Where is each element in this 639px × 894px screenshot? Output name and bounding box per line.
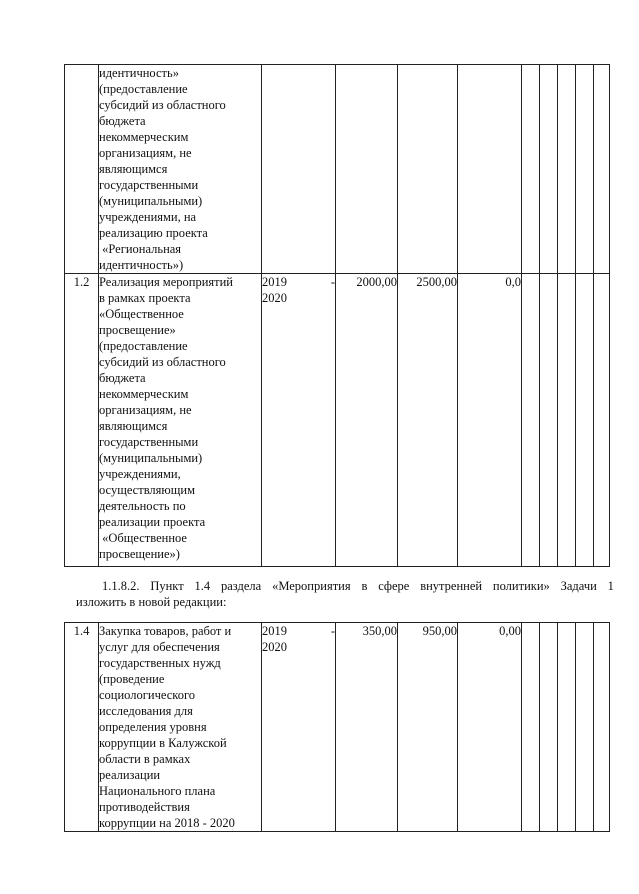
description-line: (муниципальными) [99, 451, 203, 465]
description-line: (проведение [99, 672, 165, 686]
description-line: реализацию проекта [99, 226, 208, 240]
amount-3: 0,0 [458, 274, 522, 567]
paragraph-word: внутренней [420, 579, 483, 593]
period-dash: - [330, 275, 335, 289]
description-line: (предоставление [99, 339, 188, 353]
table-row [65, 274, 610, 567]
paragraph-line-2: изложить в новой редакции: [76, 595, 227, 609]
description-line: государственными [99, 435, 199, 449]
description-line: идентичность») [99, 258, 184, 272]
amount-1 [336, 65, 398, 274]
amount-3: 0,00 [458, 623, 522, 832]
description-line: организациям, не [99, 403, 192, 417]
empty-cell [540, 623, 558, 832]
empty-cell [594, 623, 610, 832]
description-line: в рамках проекта [99, 291, 191, 305]
period-cell [262, 623, 336, 832]
amount-2 [398, 65, 458, 274]
paragraph-word: «Мероприятия [272, 579, 351, 593]
description-line: Национального плана [99, 784, 216, 798]
row-number [65, 65, 99, 274]
empty-cell [522, 274, 540, 567]
description-line: Закупка товаров, работ и [99, 624, 232, 638]
description-line: коррупции в Калужской [99, 736, 227, 750]
description-line: противодействия [99, 800, 190, 814]
paragraph-line-1 [76, 578, 614, 594]
description-line: услуг для обеспечения [99, 640, 220, 654]
period-start: 2019 [262, 624, 287, 638]
amendment-paragraph [76, 578, 614, 610]
empty-cell [522, 65, 540, 274]
empty-cell [558, 65, 576, 274]
paragraph-word: 1 [607, 579, 614, 593]
amount-1: 2000,00 [336, 274, 398, 567]
empty-cell [576, 623, 594, 832]
description-line: являющимся [99, 419, 168, 433]
paragraph-word: 1.1.8.2. [102, 579, 140, 593]
empty-cell [558, 274, 576, 567]
period-end: 2020 [262, 291, 287, 305]
description-line: просвещение») [99, 547, 180, 561]
description-line: (муниципальными) [99, 194, 203, 208]
description-line: области в рамках [99, 752, 191, 766]
measures-table-bottom [64, 622, 610, 832]
description-line: учреждениями, на [99, 210, 197, 224]
measure-description [99, 623, 262, 832]
description-line: исследования для [99, 704, 193, 718]
empty-cell [540, 65, 558, 274]
period-cell [262, 274, 336, 567]
row-number: 1.4 [65, 623, 99, 832]
row-number: 1.2 [65, 274, 99, 567]
empty-cell [576, 274, 594, 567]
description-line: Реализация мероприятий [99, 275, 233, 289]
description-line: реализации проекта [99, 515, 206, 529]
empty-cell [522, 623, 540, 832]
description-line: идентичность» [99, 66, 179, 80]
description-line: «Общественное [99, 307, 184, 321]
paragraph-word: Задачи [560, 579, 597, 593]
paragraph-word: Пункт [150, 579, 184, 593]
description-line: деятельность по [99, 499, 186, 513]
description-line: субсидий из областного [99, 98, 226, 112]
table-row [65, 623, 610, 832]
description-line: бюджета [99, 114, 146, 128]
amount-2: 2500,00 [398, 274, 458, 567]
description-line: реализации [99, 768, 161, 782]
amount-3 [458, 65, 522, 274]
amount-1: 350,00 [336, 623, 398, 832]
description-line: организациям, не [99, 146, 192, 160]
description-line: некоммерческим [99, 387, 189, 401]
description-line: «Общественное [99, 531, 187, 545]
measure-description [99, 274, 262, 567]
description-line: учреждениями, [99, 467, 181, 481]
description-line: «Региональная [99, 242, 182, 256]
empty-cell [540, 274, 558, 567]
description-line: определения уровня [99, 720, 207, 734]
description-line: коррупции на 2018 - 2020 [99, 816, 235, 830]
empty-cell [594, 274, 610, 567]
description-line: государственных нужд [99, 656, 221, 670]
measure-description [99, 65, 262, 274]
empty-cell [576, 65, 594, 274]
description-line: некоммерческим [99, 130, 189, 144]
paragraph-word: сфере [378, 579, 410, 593]
period-start: 2019 [262, 275, 287, 289]
description-line: являющимся [99, 162, 168, 176]
table-row [65, 65, 610, 274]
paragraph-word: раздела [221, 579, 262, 593]
description-line: просвещение» [99, 323, 176, 337]
paragraph-word: политики» [492, 579, 550, 593]
description-line: социологического [99, 688, 196, 702]
measures-table-top [64, 64, 610, 567]
period-cell [262, 65, 336, 274]
period-end: 2020 [262, 640, 287, 654]
empty-cell [558, 623, 576, 832]
description-line: (предоставление [99, 82, 188, 96]
amount-2: 950,00 [398, 623, 458, 832]
paragraph-word: 1.4 [194, 579, 211, 593]
description-line: государственными [99, 178, 199, 192]
period-dash: - [330, 624, 335, 638]
description-line: осуществляющим [99, 483, 195, 497]
paragraph-word: в [361, 579, 368, 593]
description-line: субсидий из областного [99, 355, 226, 369]
description-line: бюджета [99, 371, 146, 385]
empty-cell [594, 65, 610, 274]
